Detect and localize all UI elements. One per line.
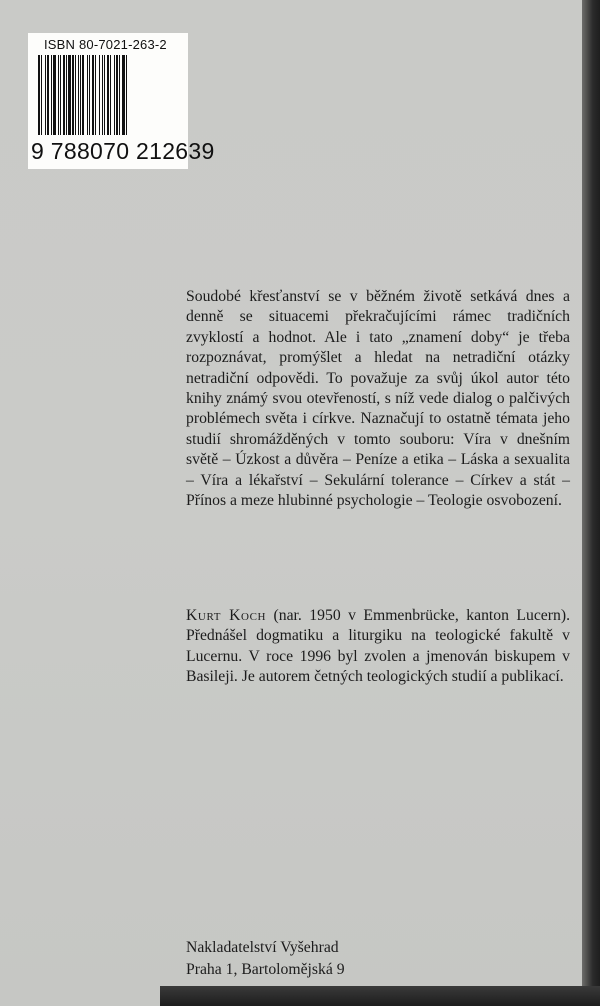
cover-bottom-edge-shadow: [160, 986, 600, 1006]
isbn-text: ISBN 80-7021-263-2: [44, 37, 167, 52]
blurb-paragraph: Soudobé křesťanství se v běžném životě setkává dnes a denně se situacemi překračujícími rámec tradičních zvyklostí a hodnot. Ale i tato „znamení doby“ je třeba rozpoznávat, promýšlet a hledat na netradiční otázky netradiční odpovědi. To považuje za svůj úkol autor této knihy známý svou otevřeností, s níž vede dialog o palčivých problémech světa i církve. Naznačují to ostatně témata jeho studií shromážděných v tomto souboru: Víra v dnešním světě – Úzkost a důvěra – Peníze a etika – Láska a sexualita – Víra a lékařství – Sekulární tolerance – Církev a stát – Přínos a meze hlubinné psychologie – Teologie osvobození.: [186, 288, 570, 510]
cover-right-edge-shadow: [582, 0, 600, 1006]
author-name: Kurt Koch: [186, 607, 267, 624]
publisher-address: Praha 1, Bartolomějská 9: [186, 961, 345, 978]
ean-number: 9 788070 212639: [31, 138, 215, 164]
publisher-name: Nakladatelství Vyšehrad: [186, 939, 339, 956]
author-bio-text: (nar. 1950 v Emmenbrücke, kanton Lucern). Přednášel dogmatiku a liturgiku na teologické fakultě v Lucernu. V roce 1996 byl zvolen a jmenován biskupem v Basileji. Je autorem četných teologických studií a publikací.: [186, 607, 570, 686]
barcode-graphic: [38, 55, 162, 135]
author-bio-paragraph: [186, 606, 570, 688]
publisher-block: [186, 937, 345, 981]
